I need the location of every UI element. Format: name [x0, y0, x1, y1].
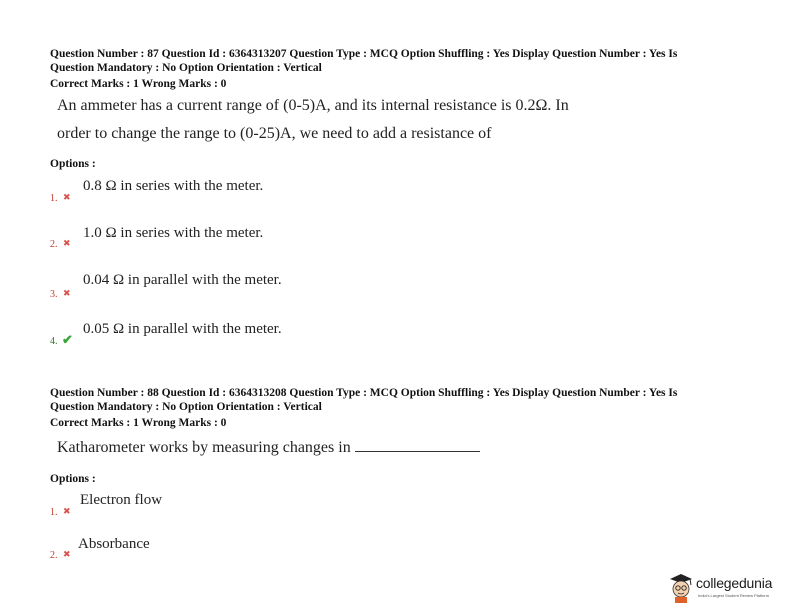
check-icon: ✔ [62, 332, 73, 347]
q87-text-line-2: order to change the range to (0-25)A, we need to add a resistance of [57, 125, 492, 142]
cross-icon: ✖ [63, 192, 71, 202]
collegedunia-logo [668, 572, 786, 606]
q88-marks: Correct Marks : 1 Wrong Marks : 0 [50, 417, 227, 429]
cross-icon: ✖ [63, 506, 71, 516]
option-number: 1. [50, 507, 58, 518]
q88-question-text: Katharometer works by measuring changes in [57, 439, 351, 456]
q88-meta-line-2: Question Mandatory : No Option Orientation : Vertical [50, 401, 322, 413]
option-text: 0.04 Ω in parallel with the meter. [83, 272, 282, 288]
option-number: 2. [50, 239, 58, 250]
q88-meta-line-1: Question Number : 88 Question Id : 6364313208 Question Type : MCQ Option Shuffling : Yes Display Question Number : Yes Is [50, 387, 678, 399]
q87-text-line-1: An ammeter has a current range of (0-5)A, and its internal resistance is 0.2Ω. In [57, 97, 569, 114]
answer-blank [355, 437, 480, 452]
cross-icon: ✖ [63, 238, 71, 248]
option-number: 1. [50, 193, 58, 204]
q87-meta-line-2: Question Mandatory : No Option Orientation : Vertical [50, 62, 322, 74]
q87-meta-line-1: Question Number : 87 Question Id : 6364313207 Question Type : MCQ Option Shuffling : Yes Display Question Number : Yes Is [50, 48, 678, 60]
logo-tagline: India's Largest Student Review Platform [698, 593, 770, 598]
option-text: 1.0 Ω in series with the meter. [83, 225, 264, 241]
logo-wordmark: collegedunia [696, 575, 773, 591]
option-text: Electron flow [80, 492, 163, 508]
mascot-icon [668, 572, 694, 604]
q88-options-label: Options : [50, 473, 96, 485]
q87-marks: Correct Marks : 1 Wrong Marks : 0 [50, 78, 227, 90]
option-number: 4. [50, 336, 58, 347]
option-text: Absorbance [78, 536, 150, 552]
cross-icon: ✖ [63, 549, 71, 559]
option-text: 0.05 Ω in parallel with the meter. [83, 321, 282, 337]
q87-options-label: Options : [50, 158, 96, 170]
option-number: 3. [50, 289, 58, 300]
option-text: 0.8 Ω in series with the meter. [83, 178, 264, 194]
q88-text-line-1 [57, 435, 480, 461]
option-number: 2. [50, 550, 58, 561]
cross-icon: ✖ [63, 288, 71, 298]
